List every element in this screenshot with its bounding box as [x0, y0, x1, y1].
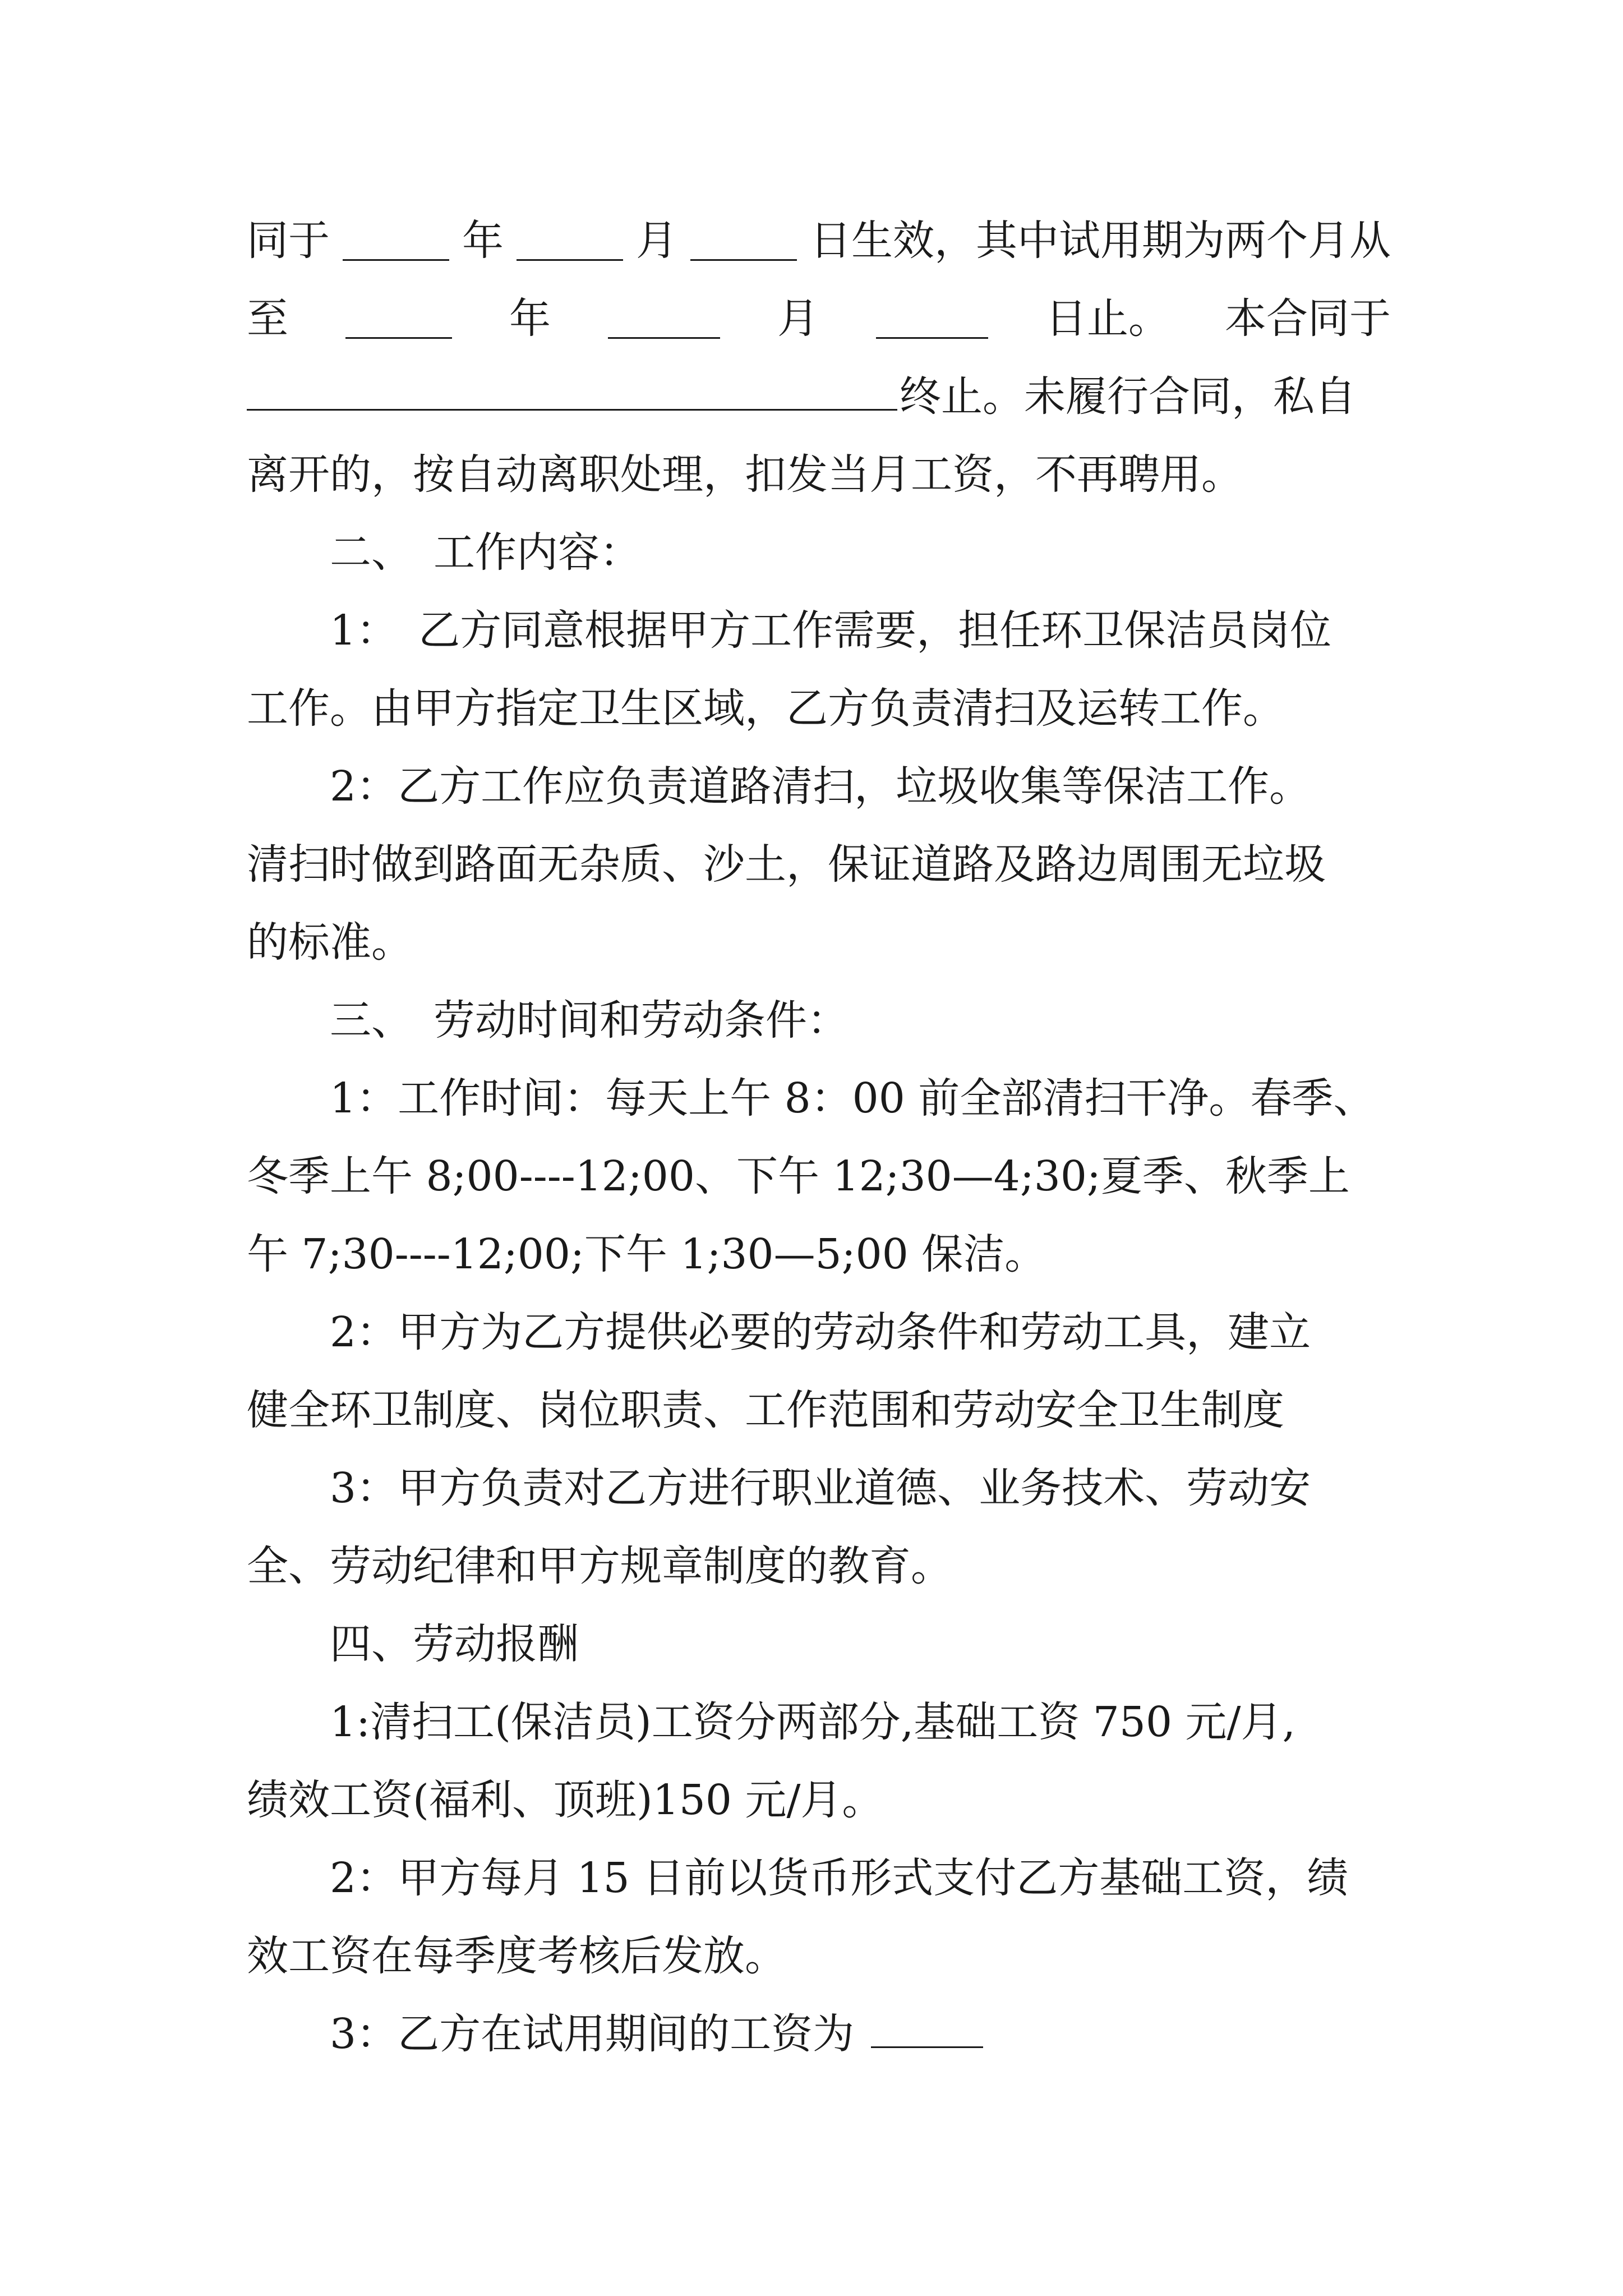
blank-day: [690, 221, 797, 261]
probation-salary-line: [247, 1995, 1391, 2073]
contract-body: [247, 202, 1391, 2073]
paragraph-line: 2：甲方为乙方提供必要的劳动条件和劳动工具，建立: [330, 1308, 1311, 1356]
paragraph-line: 3：甲方负责对乙方进行职业道德、业务技术、劳动安: [330, 1464, 1311, 1512]
blank-year: [345, 299, 452, 339]
paragraph-line: 的标准。: [247, 918, 413, 967]
paragraph-line: 1:清扫工(保洁员)工资分两部分,基础工资 750 元/月,: [330, 1698, 1296, 1746]
paragraph-line: 2：乙方工作应负责道路清扫，垃圾收集等保洁工作。: [330, 762, 1311, 811]
paragraph-line: 1：工作时间：每天上午 8：00 前全部清扫干净。春季、: [330, 1074, 1375, 1122]
text-segment: 至: [247, 295, 288, 343]
text-segment: 日止。: [1045, 295, 1170, 343]
section-heading-working-hours: 三、 劳动时间和劳动条件：: [330, 996, 849, 1045]
blank-day: [876, 299, 988, 339]
text-segment: 3：乙方在试用期间的工资为: [330, 2010, 855, 2058]
text-segment: 年: [509, 295, 551, 343]
paragraph-line: 午 7;30----12;00;下午 1;30—5;00 保洁。: [247, 1230, 1046, 1278]
text-segment: 年: [462, 217, 504, 265]
section-heading-remuneration: 四、劳动报酬: [330, 1620, 579, 1668]
text-segment: 终止。未履行合同，私自: [900, 372, 1356, 421]
probation-end-line: [247, 280, 1391, 358]
text-segment: 月: [636, 217, 677, 265]
blank-year: [343, 221, 449, 261]
paragraph-line: 2：甲方每月 15 日前以货币形式支付乙方基础工资，绩: [330, 1854, 1349, 1902]
text-segment: 月: [777, 295, 819, 343]
section-heading-work-content: 二、 工作内容：: [330, 528, 641, 577]
paragraph-line: 全、劳动纪律和甲方规章制度的教育。: [247, 1542, 952, 1590]
paragraph-line: 工作。由甲方指定卫生区域，乙方负责清扫及运转工作。: [247, 684, 1284, 733]
paragraph-line: 健全环卫制度、岗位职责、工作范围和劳动安全卫生制度: [247, 1386, 1284, 1434]
text-segment: 日生效，其中试用期为两个月从: [810, 217, 1391, 265]
text-segment: 本合同于: [1225, 295, 1391, 343]
blank-probation-salary: [871, 2008, 983, 2048]
paragraph-line: 绩效工资(福利、顶班)150 元/月。: [247, 1776, 884, 1824]
paragraph-line: 清扫时做到路面无杂质、沙土，保证道路及路边周围无垃圾: [247, 840, 1326, 889]
blank-month: [517, 221, 623, 261]
paragraph-line: 1： 乙方同意根据甲方工作需要，担任环卫保洁员岗位: [330, 606, 1332, 655]
paragraph-line: 效工资在每季度考核后发放。: [247, 1932, 786, 1980]
termination-line: [247, 358, 1391, 436]
blank-termination-date: [247, 371, 897, 411]
blank-month: [608, 299, 720, 339]
effective-date-line: [247, 202, 1391, 280]
paragraph-line: 冬季上午 8;00----12;00、下午 12;30—4;30;夏季、秋季上: [247, 1152, 1350, 1200]
text-segment: 同于: [247, 217, 330, 265]
paragraph-line: 离开的，按自动离职处理，扣发当月工资，不再聘用。: [247, 450, 1243, 499]
